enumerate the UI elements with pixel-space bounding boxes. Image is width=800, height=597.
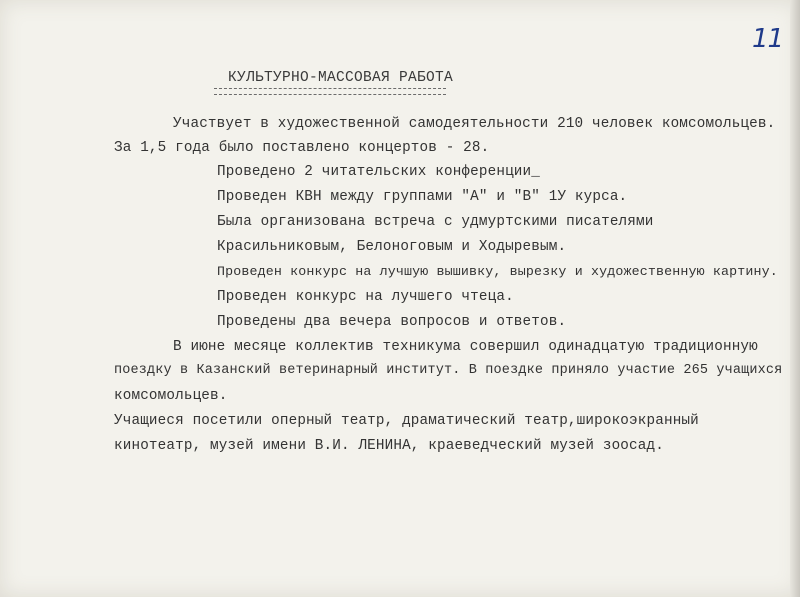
page-edge: [790, 0, 800, 597]
text-line: кинотеатр, музей имени В.И. ЛЕНИНА, краеведческий музей зоосад.: [114, 438, 664, 454]
page-number: 11: [752, 24, 784, 54]
text-line: Проведен КВН между группами "А" и "В" 1У курса.: [217, 189, 628, 205]
text-line: Участвует в художественной самодеятельности 210 человек комсомольцев.: [173, 116, 776, 132]
text-line: За 1,5 года было поставлено концертов - 28.: [114, 140, 490, 156]
title-underline: [214, 88, 446, 95]
text-line: Учащиеся посетили оперный театр, драматический театр,широкоэкранный: [114, 413, 699, 429]
text-line: Проведены два вечера вопросов и ответов.: [217, 314, 567, 330]
text-line: Проведен конкурс на лучшую вышивку, вырезку и художественную картину.: [217, 264, 778, 279]
text-line: Проведено 2 читательских конференции_: [217, 164, 540, 180]
text-line: Была организована встреча с удмуртскими писателями: [217, 214, 654, 230]
text-line: комсомольцев.: [114, 388, 228, 404]
text-line: В июне месяце коллектив техникума совершил одинадцатую традиционную: [173, 339, 758, 355]
text-line: Проведен конкурс на лучшего чтеца.: [217, 289, 514, 305]
text-line: Красильниковым, Белоноговым и Ходыревым.: [217, 239, 567, 255]
text-line: поездку в Казанский ветеринарный институт. В поездке приняло участие 265 учащихся: [114, 363, 783, 378]
section-title: КУЛЬТУРНО-МАССОВАЯ РАБОТА: [228, 70, 454, 86]
